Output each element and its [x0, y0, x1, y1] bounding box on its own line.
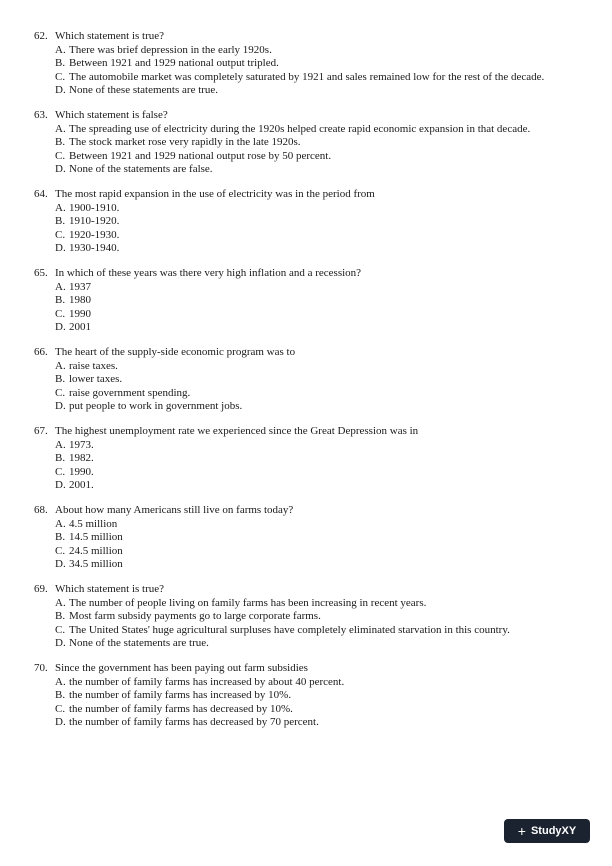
- option-text: 2001: [69, 321, 91, 333]
- option-letter: C.: [55, 228, 66, 241]
- option-letter: B.: [55, 215, 66, 227]
- answer-option-b: [55, 136, 572, 150]
- option-text: 4.5 million: [69, 517, 118, 530]
- option-text: 14.5 million: [69, 531, 123, 543]
- question-68: [0, 504, 612, 572]
- answer-option-d: [55, 637, 572, 651]
- question-text: About how many Americans still live on farms today?: [55, 504, 294, 516]
- studyxy-logo[interactable]: [504, 819, 590, 843]
- answer-options: [0, 518, 612, 572]
- answer-option-c: [55, 387, 572, 401]
- answer-option-c: [55, 308, 572, 322]
- answer-options: [0, 202, 612, 256]
- answer-options: [0, 281, 612, 335]
- option-letter: A.: [55, 201, 66, 214]
- option-letter: C.: [55, 702, 66, 715]
- answer-option-a: [55, 123, 572, 137]
- question-stem: [0, 346, 612, 360]
- option-text: 1920-1930.: [69, 228, 120, 241]
- option-letter: D.: [55, 84, 66, 96]
- logo-text: StudyXY: [530, 825, 577, 837]
- question-number: 68.: [34, 504, 48, 516]
- question-number: 64.: [34, 188, 48, 200]
- option-letter: B.: [55, 57, 66, 69]
- answer-options: [0, 360, 612, 414]
- answer-option-b: [55, 452, 572, 466]
- answer-option-c: [55, 466, 572, 480]
- answer-option-a: [55, 360, 572, 374]
- option-letter: D.: [55, 558, 66, 570]
- answer-option-d: [55, 321, 572, 335]
- answer-option-d: [55, 479, 572, 493]
- answer-options: [0, 44, 612, 98]
- answer-option-a: [55, 202, 572, 216]
- option-text: the number of family farms has decreased by 70 percent.: [69, 716, 319, 728]
- question-stem: [0, 583, 612, 597]
- answer-option-b: [55, 373, 572, 387]
- answer-option-c: [55, 545, 572, 559]
- option-letter: A.: [55, 438, 66, 451]
- option-text: 1937: [69, 280, 91, 293]
- option-letter: A.: [55, 122, 66, 135]
- option-letter: C.: [55, 623, 66, 636]
- option-text: the number of family farms has increased by about 40 percent.: [69, 675, 345, 688]
- answer-option-a: [55, 676, 572, 690]
- option-letter: D.: [55, 242, 66, 254]
- question-stem: [0, 504, 612, 518]
- option-letter: B.: [55, 689, 66, 701]
- option-text: 1910-1920.: [69, 215, 120, 227]
- question-66: [0, 346, 612, 414]
- option-text: The stock market rose very rapidly in the late 1920s.: [69, 136, 301, 148]
- question-65: [0, 267, 612, 335]
- option-letter: B.: [55, 294, 66, 306]
- option-letter: A.: [55, 280, 66, 293]
- answer-options: [0, 597, 612, 651]
- option-text: The number of people living on family farms has been increasing in recent years.: [69, 596, 427, 609]
- option-text: 1930-1940.: [69, 242, 120, 254]
- option-letter: D.: [55, 637, 66, 649]
- option-letter: A.: [55, 517, 66, 530]
- answer-option-d: [55, 400, 572, 414]
- option-letter: A.: [55, 359, 66, 372]
- option-text: The United States' huge agricultural surpluses have completely eliminated starvation in this country.: [69, 623, 510, 636]
- question-text: Which statement is true?: [55, 30, 165, 42]
- question-text: Since the government has been paying out farm subsidies: [55, 662, 308, 674]
- option-letter: D.: [55, 400, 66, 412]
- question-number: 65.: [34, 267, 48, 279]
- option-text: 34.5 million: [69, 558, 123, 570]
- question-67: [0, 425, 612, 493]
- answer-option-a: [55, 597, 572, 611]
- question-text: The most rapid expansion in the use of electricity was in the period from: [55, 188, 375, 200]
- option-letter: D.: [55, 716, 66, 728]
- question-stem: [0, 267, 612, 281]
- option-text: None of these statements are true.: [69, 84, 219, 96]
- option-letter: B.: [55, 531, 66, 543]
- question-stem: [0, 425, 612, 439]
- question-list: [0, 30, 612, 741]
- answer-options: [0, 439, 612, 493]
- option-text: 1990.: [69, 465, 94, 478]
- option-text: Most farm subsidy payments go to large corporate farms.: [69, 610, 321, 622]
- option-letter: B.: [55, 452, 66, 464]
- answer-option-c: [55, 624, 572, 638]
- option-letter: A.: [55, 675, 66, 688]
- option-letter: B.: [55, 610, 66, 622]
- option-letter: C.: [55, 307, 66, 320]
- question-number: 66.: [34, 346, 48, 358]
- option-letter: C.: [55, 465, 66, 478]
- option-text: There was brief depression in the early 1920s.: [69, 43, 272, 56]
- answer-option-c: [55, 71, 572, 85]
- answer-option-a: [55, 439, 572, 453]
- option-letter: B.: [55, 373, 66, 385]
- question-text: Which statement is true?: [55, 583, 165, 595]
- option-letter: C.: [55, 149, 66, 162]
- option-text: 1973.: [69, 438, 94, 451]
- answer-option-b: [55, 294, 572, 308]
- option-text: put people to work in government jobs.: [69, 400, 243, 412]
- answer-option-c: [55, 703, 572, 717]
- option-text: raise government spending.: [69, 386, 191, 399]
- question-number: 70.: [34, 662, 48, 674]
- answer-option-d: [55, 163, 572, 177]
- question-number: 62.: [34, 30, 48, 42]
- option-text: lower taxes.: [69, 373, 123, 385]
- question-text: The heart of the supply-side economic program was to: [55, 346, 296, 358]
- option-letter: C.: [55, 70, 66, 83]
- answer-option-c: [55, 150, 572, 164]
- answer-option-d: [55, 242, 572, 256]
- question-text: In which of these years was there very high inflation and a recession?: [55, 267, 362, 279]
- option-text: 1900-1910.: [69, 201, 120, 214]
- answer-option-b: [55, 610, 572, 624]
- answer-option-b: [55, 215, 572, 229]
- option-text: the number of family farms has increased by 10%.: [69, 689, 292, 701]
- option-letter: C.: [55, 386, 66, 399]
- option-text: The spreading use of electricity during the 1920s helped create rapid economic expansion in that decade.: [69, 122, 531, 135]
- answer-option-b: [55, 57, 572, 71]
- question-text: The highest unemployment rate we experienced since the Great Depression was in: [55, 425, 419, 437]
- option-text: 1980: [69, 294, 91, 306]
- question-text: Which statement is false?: [55, 109, 168, 121]
- question-stem: [0, 109, 612, 123]
- answer-option-a: [55, 281, 572, 295]
- question-63: [0, 109, 612, 177]
- option-text: None of the statements are true.: [69, 637, 209, 649]
- option-letter: A.: [55, 43, 66, 56]
- answer-options: [0, 676, 612, 730]
- option-letter: D.: [55, 479, 66, 491]
- option-letter: A.: [55, 596, 66, 609]
- option-text: 1982.: [69, 452, 94, 464]
- option-text: 1990: [69, 307, 91, 320]
- option-letter: C.: [55, 544, 66, 557]
- question-stem: [0, 188, 612, 202]
- answer-option-a: [55, 518, 572, 532]
- question-number: 67.: [34, 425, 48, 437]
- answer-option-b: [55, 531, 572, 545]
- question-number: 63.: [34, 109, 48, 121]
- question-62: [0, 30, 612, 98]
- option-letter: D.: [55, 163, 66, 175]
- option-letter: B.: [55, 136, 66, 148]
- option-text: None of the statements are false.: [69, 163, 213, 175]
- option-text: 24.5 million: [69, 544, 123, 557]
- question-number: 69.: [34, 583, 48, 595]
- question-64: [0, 188, 612, 256]
- option-text: the number of family farms has decreased by 10%.: [69, 702, 293, 715]
- option-text: Between 1921 and 1929 national output rose by 50 percent.: [69, 149, 332, 162]
- question-70: [0, 662, 612, 730]
- option-text: 2001.: [69, 479, 94, 491]
- answer-option-b: [55, 689, 572, 703]
- option-text: The automobile market was completely saturated by 1921 and sales remained low for the rest of the decade.: [69, 70, 545, 83]
- answer-option-a: [55, 44, 572, 58]
- option-letter: D.: [55, 321, 66, 333]
- answer-option-d: [55, 558, 572, 572]
- option-text: Between 1921 and 1929 national output tripled.: [69, 57, 279, 69]
- question-stem: [0, 662, 612, 676]
- answer-option-c: [55, 229, 572, 243]
- plus-icon: +: [517, 823, 526, 839]
- question-69: [0, 583, 612, 651]
- option-text: raise taxes.: [69, 359, 118, 372]
- answer-option-d: [55, 716, 572, 730]
- answer-option-d: [55, 84, 572, 98]
- question-stem: [0, 30, 612, 44]
- answer-options: [0, 123, 612, 177]
